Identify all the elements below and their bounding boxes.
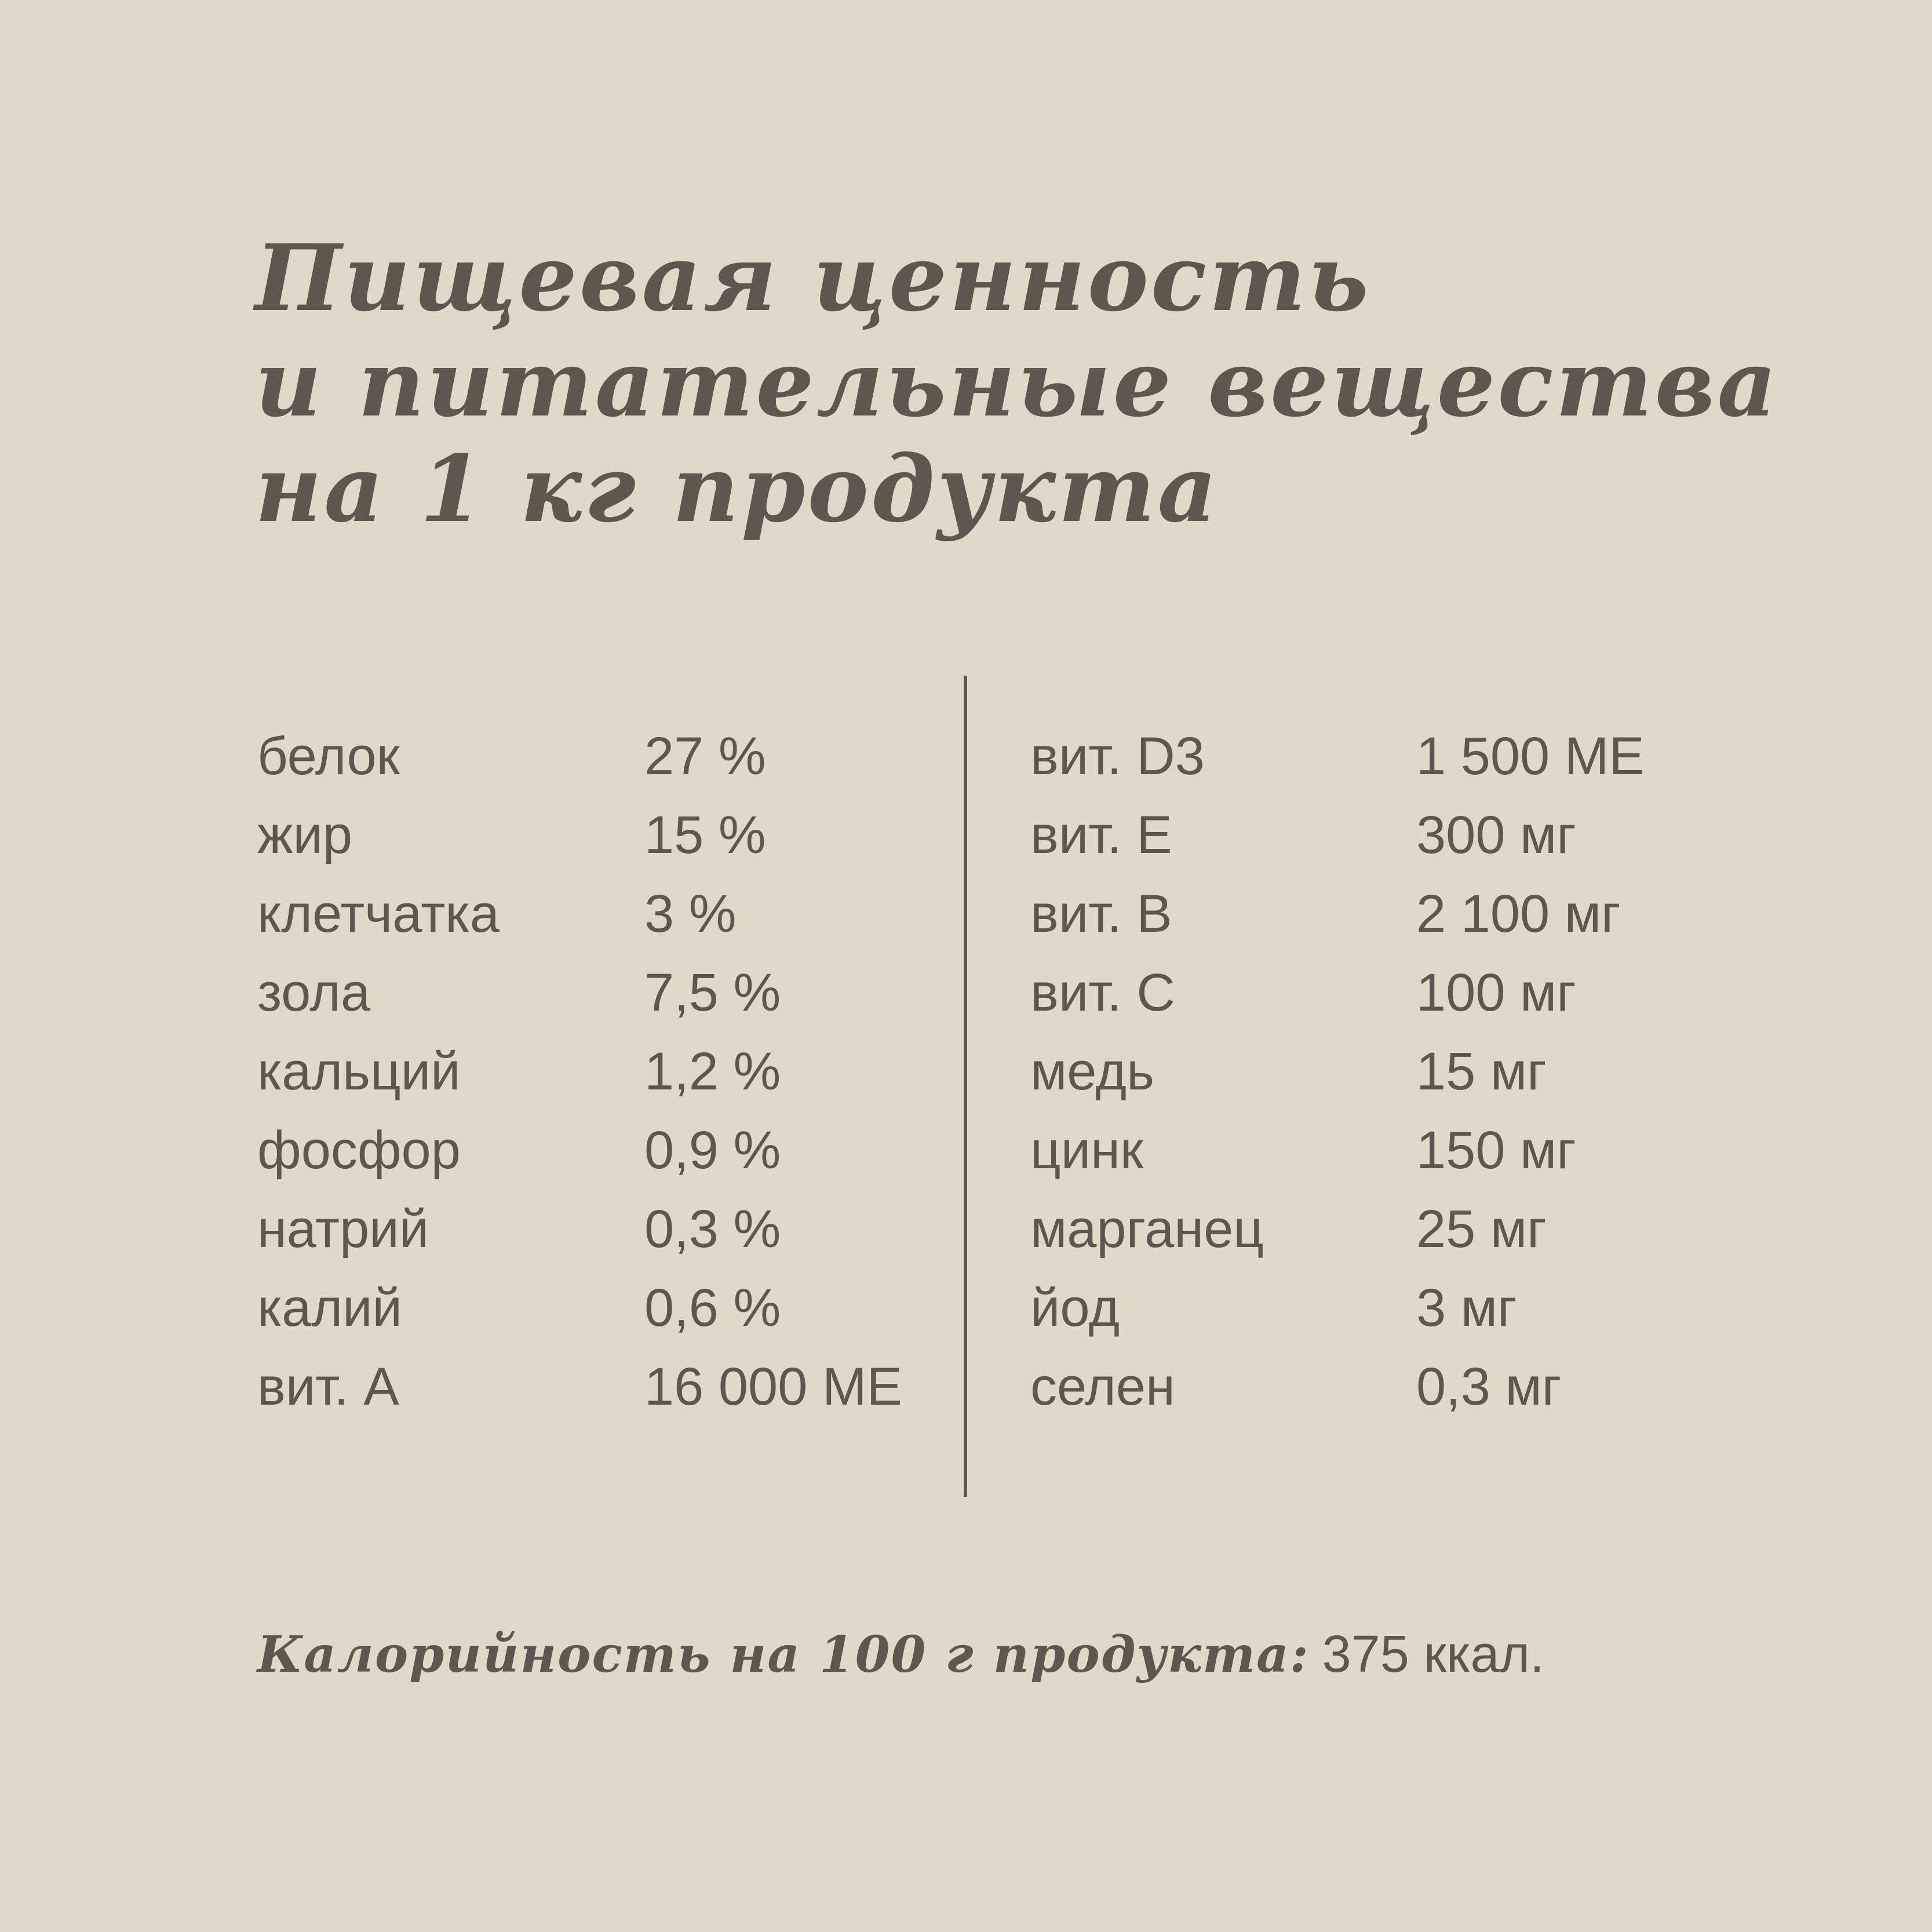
nutrient-name: белок	[257, 727, 400, 786]
nutrient-name: вит. В	[1030, 884, 1172, 943]
nutrient-name: медь	[1030, 1042, 1155, 1101]
nutrient-name: вит. Е	[1030, 805, 1172, 865]
column-divider	[964, 676, 967, 1497]
title-line: на 1 кг продукта	[255, 436, 1219, 543]
nutrient-name: калий	[257, 1278, 402, 1337]
nutrient-name: вит. С	[1030, 963, 1175, 1022]
nutrient-value: 27 %	[644, 727, 766, 786]
nutrient-value: 15 %	[644, 805, 766, 865]
nutrient-name: зола	[257, 963, 371, 1022]
nutrient-value: 25 мг	[1416, 1200, 1547, 1259]
nutrient-name: вит. А	[257, 1357, 399, 1416]
calorie-info	[257, 1617, 1544, 1707]
calorie-value: 375 ккал.	[1322, 1625, 1545, 1683]
nutrient-value: 1,2 %	[644, 1042, 781, 1101]
nutrient-name: кальций	[257, 1042, 461, 1101]
nutrient-value: 15 мг	[1416, 1042, 1547, 1101]
nutrient-name: цинк	[1030, 1121, 1144, 1180]
nutrient-value: 3 мг	[1416, 1278, 1517, 1337]
nutrient-value: 16 000 МЕ	[644, 1357, 902, 1416]
nutrient-name: марганец	[1030, 1200, 1264, 1259]
nutrient-value: 0,3 мг	[1416, 1357, 1562, 1416]
nutrient-value: 7,5 %	[644, 963, 781, 1022]
nutrient-value: 3 %	[644, 884, 737, 943]
nutrient-name: селен	[1030, 1357, 1175, 1416]
nutrient-name: вит. D3	[1030, 727, 1205, 786]
nutrient-name: клетчатка	[257, 884, 500, 943]
nutrient-value: 0,3 %	[644, 1200, 781, 1259]
nutrient-value: 1 500 МЕ	[1416, 727, 1645, 786]
nutrient-name: йод	[1030, 1278, 1120, 1337]
nutrient-name: жир	[257, 805, 353, 865]
nutrient-name: натрий	[257, 1200, 429, 1259]
page-title	[255, 226, 1779, 542]
title-line: Пищевая ценность	[255, 225, 1371, 332]
title-line: и питательные вещества	[255, 330, 1779, 438]
nutrient-value: 150 мг	[1416, 1121, 1576, 1180]
calorie-label: Калорийность на 100 г продукта:	[257, 1625, 1310, 1684]
nutrient-value: 100 мг	[1416, 963, 1576, 1022]
nutrient-value: 0,6 %	[644, 1278, 781, 1337]
nutrient-value: 0,9 %	[644, 1121, 781, 1180]
nutrient-name: фосфор	[257, 1121, 461, 1180]
nutrient-value: 300 мг	[1416, 805, 1576, 865]
nutrient-value: 2 100 мг	[1416, 884, 1621, 943]
